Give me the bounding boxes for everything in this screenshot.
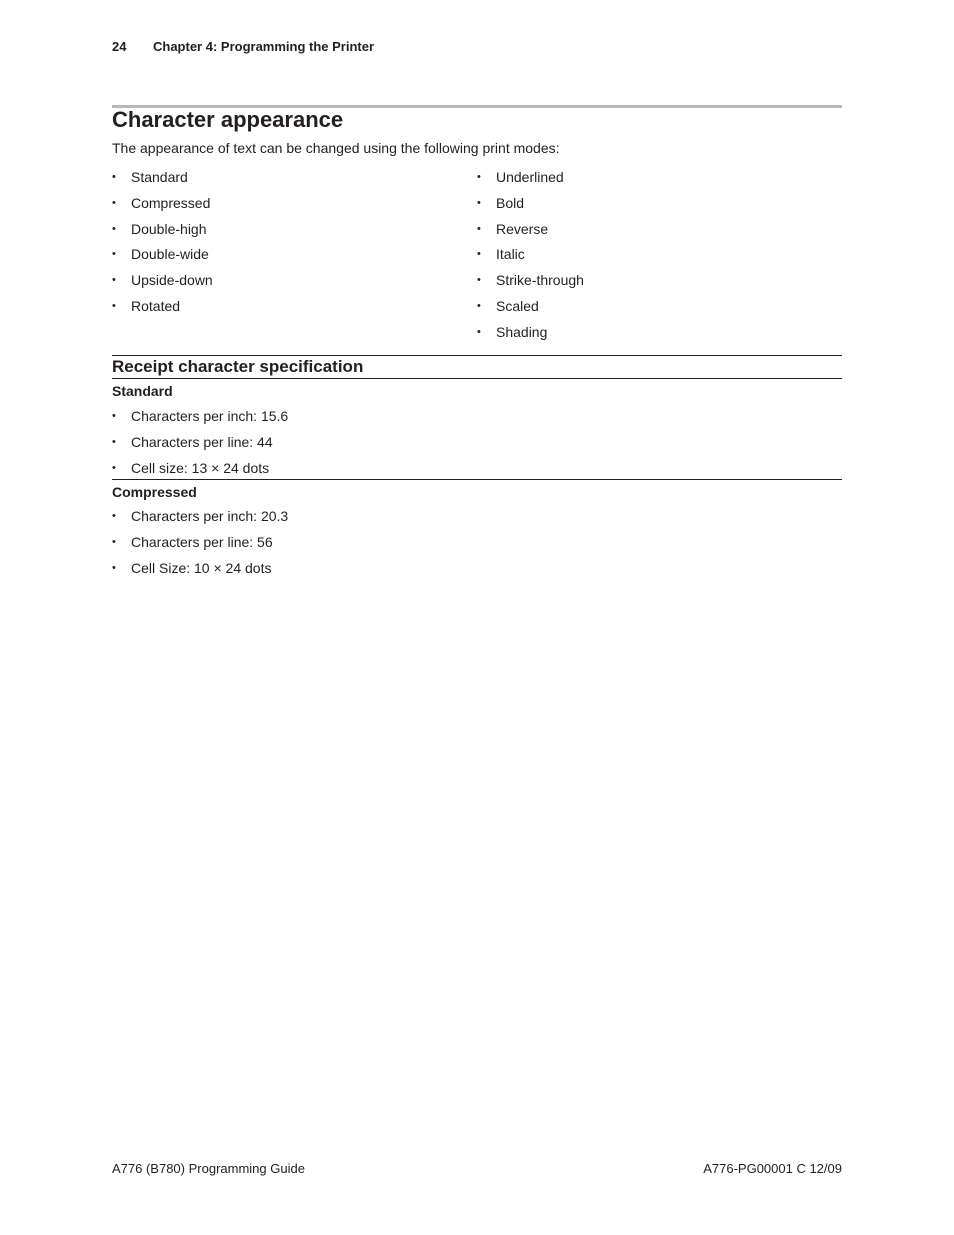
list-item: • Scaled — [477, 297, 584, 323]
standard-heading: Standard — [112, 383, 173, 399]
list-item: • Strike-through — [477, 271, 584, 297]
section-intro: The appearance of text can be changed using the following print modes: — [112, 140, 560, 156]
page-number: 24 — [112, 39, 127, 54]
print-modes-list-left — [112, 168, 213, 323]
list-item: • Characters per line: 44 — [112, 433, 288, 459]
list-item: • Standard — [112, 168, 213, 194]
standard-spec-list — [112, 407, 288, 484]
list-item: • Upside-down — [112, 271, 213, 297]
list-item: • Underlined — [477, 168, 584, 194]
subsection-title: Receipt character specification — [112, 357, 364, 376]
table-row-divider — [112, 479, 842, 480]
list-item: • Reverse — [477, 220, 584, 246]
subsection-bottom-rule — [112, 378, 842, 379]
list-item: • Italic — [477, 245, 584, 271]
list-item: • Characters per inch: 20.3 — [112, 507, 288, 533]
chapter-heading: Chapter 4: Programming the Printer — [153, 39, 375, 54]
compressed-heading: Compressed — [112, 484, 197, 500]
list-item: • Compressed — [112, 194, 213, 220]
section-title: Character appearance — [112, 107, 344, 132]
footer-document-code: A776-PG00001 C 12/09 — [703, 1161, 842, 1176]
list-item: • Shading — [477, 323, 584, 349]
list-item: • Characters per inch: 15.6 — [112, 407, 288, 433]
footer-guide-title: A776 (B780) Programming Guide — [112, 1161, 305, 1176]
list-item: • Cell size: 13 × 24 dots — [112, 459, 288, 485]
list-item: • Cell Size: 10 × 24 dots — [112, 559, 288, 585]
print-modes-list-right — [477, 168, 584, 349]
list-item: • Double-high — [112, 220, 213, 246]
list-item: • Double-wide — [112, 245, 213, 271]
list-item: • Rotated — [112, 297, 213, 323]
list-item: • Bold — [477, 194, 584, 220]
compressed-spec-list — [112, 507, 288, 584]
list-item: • Characters per line: 56 — [112, 533, 288, 559]
subsection-top-rule — [112, 355, 842, 356]
